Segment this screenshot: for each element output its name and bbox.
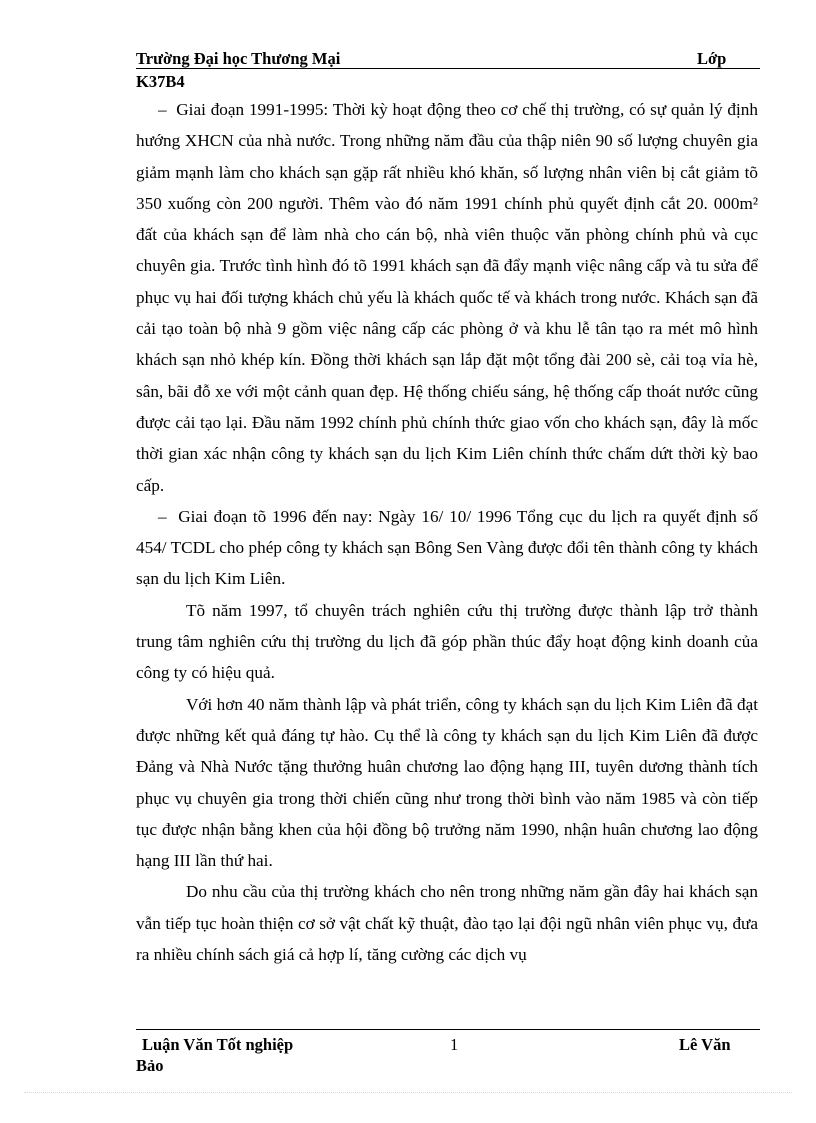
page-number: 1 bbox=[450, 1035, 459, 1054]
footer-thesis-title: Luận Văn Tốt nghiệp bbox=[142, 1035, 294, 1054]
footer-author-last: Bảo bbox=[136, 1056, 164, 1075]
page-header bbox=[136, 50, 760, 69]
footer-author-first: Lê Văn bbox=[679, 1035, 731, 1054]
paragraph-market-demand: Do nhu cầu của thị trường khách cho nên trong những năm gần đây hai khách sạn vẫn tiếp tục hoàn thiện cơ sở vật chất kỹ thuật, đào tạo lại đội ngũ nhân viên phục vụ, đưa ra nhiều chính sách giá cả hợp lí, tăng cường các dịch vụ bbox=[136, 882, 758, 965]
paragraph-achievements: Với hơn 40 năm thành lập và phát triển, công ty khách sạn du lịch Kim Liên đã đạt được những kết quả đáng tự hào. Cụ thể là công ty khách sạn du lịch Kim Liên đã được Đảng và Nhà Nước tặng thưởng huân chương lao động hạng III, tuyên dương thành tích phục vụ chuyên gia trong thời chiến cũng như trong thời bình vào năm 1985 và còn tiếp tục được nhận bằng khen của hội đồng bộ trưởng năm 1990, nhận huân chương lao động hạng III lần thứ hai. bbox=[136, 694, 758, 871]
document-body bbox=[136, 94, 758, 970]
header-school-name: Trường Đại học Thương Mại bbox=[136, 49, 341, 68]
paragraph-period-1991-1995: – Giai đoạn 1991-1995: Thời kỳ hoạt động theo cơ chế thị trường, có sự quản lý định hướng XHCN của nhà nước. Trong những năm đầu của thập niên 90 số lượng chuyên gia giảm mạnh làm cho khách sạn gặp rất nhiều khó khăn, số lượng nhân viên bị cắt giảm tõ 350 xuống còn 200 người. Thêm vào đó năm 1991 chính phủ quyết định cắt 20. 000m² đất của khách sạn để làm nhà cho cán bộ, nhà viên thuộc văn phòng chính phủ và cục chuyên gia. Trước tình hình đó tõ 1991 khách sạn đã đẩy mạnh việc nâng cấp và tu sửa để phục vụ hai đối tượng khách chủ yếu là khách quốc tế và khách trong nước. Khách sạn đã cải tạo toàn bộ nhà 9 gồm việc nâng cấp các phòng ở và khu lễ tân tạo ra mét mô hình khách sạn nhỏ khép kín. Đồng thời khách sạn lắp đặt một tổng đài 200 sè, cải toạ vỉa hè, sân, bãi đỗ xe với một cảnh quan đẹp. Hệ thống chiếu sáng, hệ thống cấp thoát nước cũng được cải tạo lại. Đầu năm 1992 chính phủ chính thức giao vốn cho khách sạn, đây là mốc thời gian xác nhận công ty khách sạn du lịch Kim Liên chính thức chấm dứt thời kỳ bao cấp. bbox=[136, 100, 758, 495]
header-class-code: K37B4 bbox=[136, 72, 185, 91]
page-footer bbox=[136, 1034, 760, 1056]
page-boundary bbox=[24, 1092, 792, 1093]
paragraph-1997-research: Tõ năm 1997, tổ chuyên trách nghiên cứu thị trường được thành lập trở thành trung tâm nghiên cứu thị trường du lịch đã góp phần thúc đẩy hoạt động kinh doanh của công ty có hiệu quả. bbox=[136, 600, 758, 683]
header-class-label: Lớp bbox=[697, 49, 727, 68]
footer-divider bbox=[136, 1029, 760, 1030]
paragraph-period-1996-present: – Giai đoạn tõ 1996 đến nay: Ngày 16/ 10/ 1996 Tổng cục du lịch ra quyết định số 454/ TCDL cho phép công ty khách sạn Bông Sen Vàng được đổi tên thành công ty khách sạn du lịch Kim Liên. bbox=[136, 506, 758, 589]
